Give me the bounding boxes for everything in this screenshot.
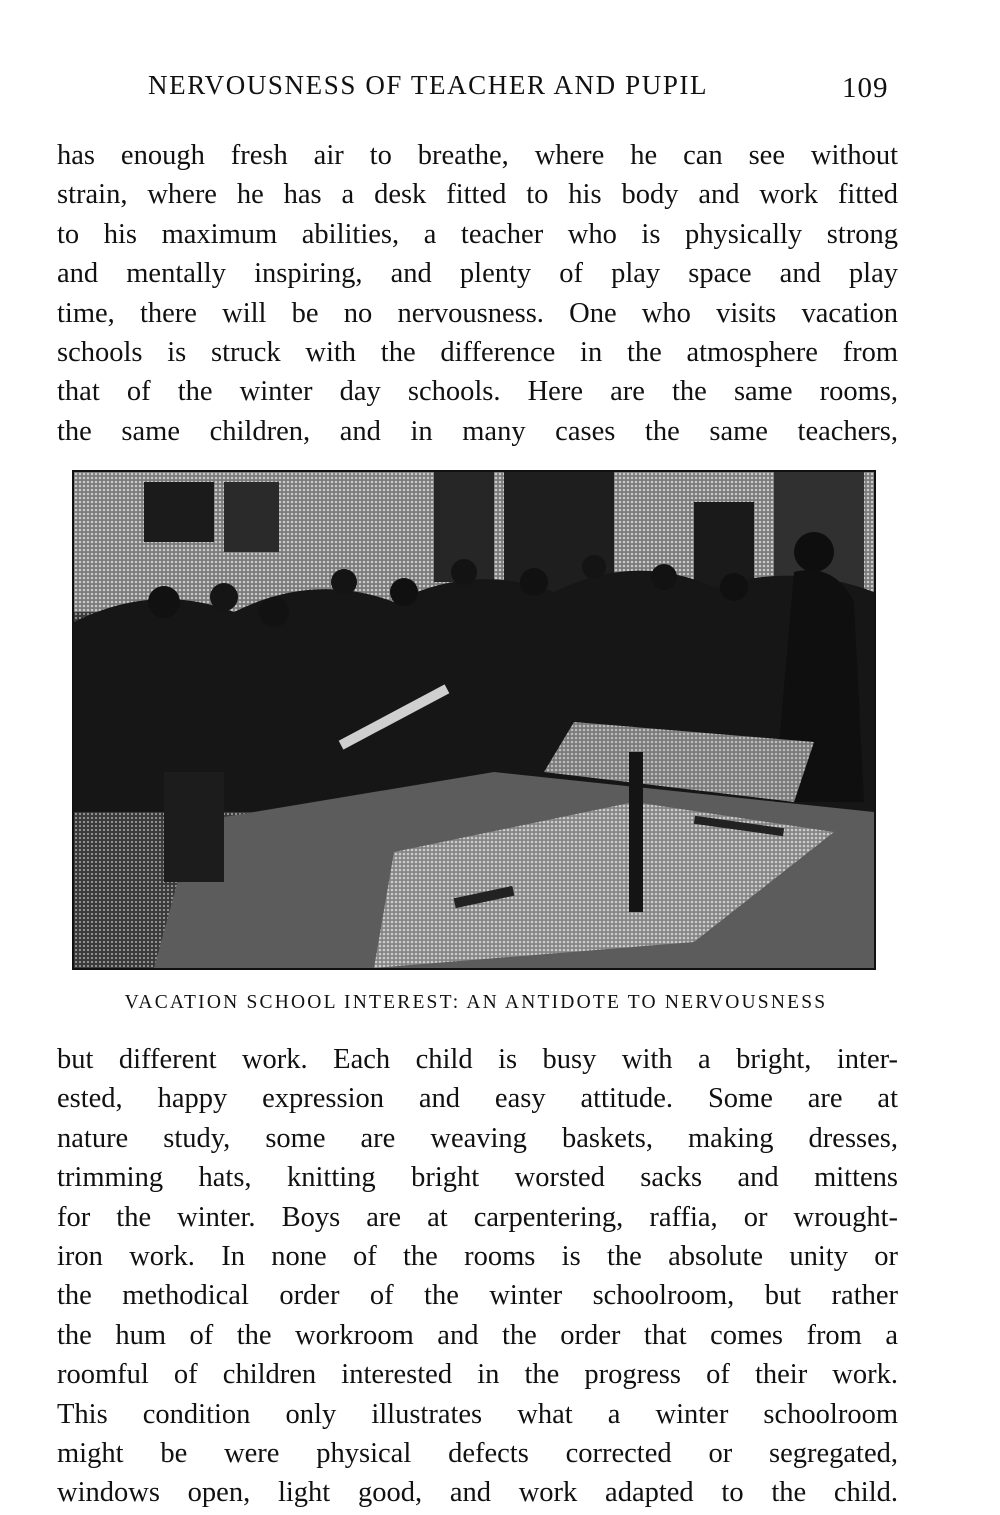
- text-line: windows open, light good, and work adapted to the child.: [57, 1477, 898, 1509]
- text-line: time, there will be no nervousness. One who visits vacation: [57, 297, 898, 329]
- text-line: for the winter. Boys are at carpentering, raffia, or wrought-: [57, 1201, 898, 1233]
- text-line: but different work. Each child is busy with a bright, inter-: [57, 1044, 898, 1075]
- running-title: NERVOUSNESS OF TEACHER AND PUPIL: [148, 70, 709, 100]
- text-line: iron work. In none of the rooms is the absolute unity or: [57, 1240, 898, 1272]
- text-line: nature study, some are weaving baskets, making dresses,: [57, 1122, 898, 1154]
- text-line: ested, happy expression and easy attitude. Some are at: [57, 1083, 898, 1115]
- paragraph-top: [57, 136, 898, 451]
- text-line: and mentally inspiring, and plenty of play space and play: [57, 258, 898, 290]
- page-number: 109: [842, 72, 889, 104]
- text-line: that of the winter day schools. Here are the same rooms,: [57, 376, 898, 408]
- text-line: to his maximum abilities, a teacher who is physically strong: [57, 218, 898, 250]
- text-line: the methodical order of the winter schoolroom, but rather: [57, 1280, 898, 1312]
- running-head: [0, 70, 1000, 110]
- text-line: roomful of children interested in the progress of their work.: [57, 1359, 898, 1391]
- paragraph-bottom: [57, 1040, 898, 1513]
- text-line: might be were physical defects corrected or segregated,: [57, 1437, 898, 1469]
- classroom-photograph: [72, 470, 876, 970]
- text-line: trimming hats, knitting bright worsted sacks and mittens: [57, 1162, 898, 1194]
- text-line: has enough fresh air to breathe, where he can see without: [57, 140, 898, 171]
- text-line: strain, where he has a desk fitted to his body and work fitted: [57, 179, 898, 211]
- figure-caption: VACATION SCHOOL INTEREST: AN ANTIDOTE TO NERVOUSNESS: [124, 992, 828, 1013]
- text-line: This condition only illustrates what a winter schoolroom: [57, 1398, 898, 1430]
- text-line: the same children, and in many cases the same teachers,: [57, 415, 898, 447]
- text-line: the hum of the workroom and the order that comes from a: [57, 1319, 898, 1351]
- text-line: schools is struck with the difference in the atmosphere from: [57, 336, 898, 368]
